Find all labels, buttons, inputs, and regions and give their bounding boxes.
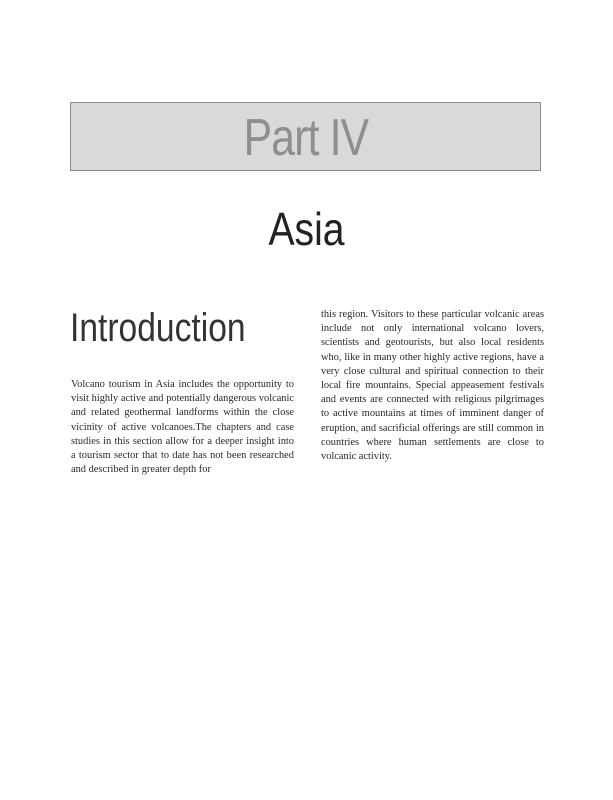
- introduction-heading: Introduction: [70, 306, 246, 350]
- introduction-left-column: Volcano tourism in Asia includes the opportunity to visit highly active and potentially dangerous volcanic and related geothermal landforms within the close vicinity of active volcanoes.The chapters and case studies in this section allow for a deeper insight into a tourism sector that to date has not been researched and described in greater depth for: [71, 379, 294, 476]
- part-banner: [70, 102, 541, 171]
- region-title: Asia: [268, 203, 345, 255]
- part-title: Part IV: [243, 108, 368, 167]
- introduction-right-column: this region. Visitors to these particular volcanic areas include not only international volcano lovers, scientists and geotourists, but also local residents who, like in many other highly active regions, have a very close cultural and spiritual connection to their local fire mountains. Special appeasement festivals and events are connected with religious pilgrimages to active mountains at times of imminent danger of eruption, and sacrificial offerings are still common in countries where human settlements are close to volcanic activity.: [321, 309, 544, 463]
